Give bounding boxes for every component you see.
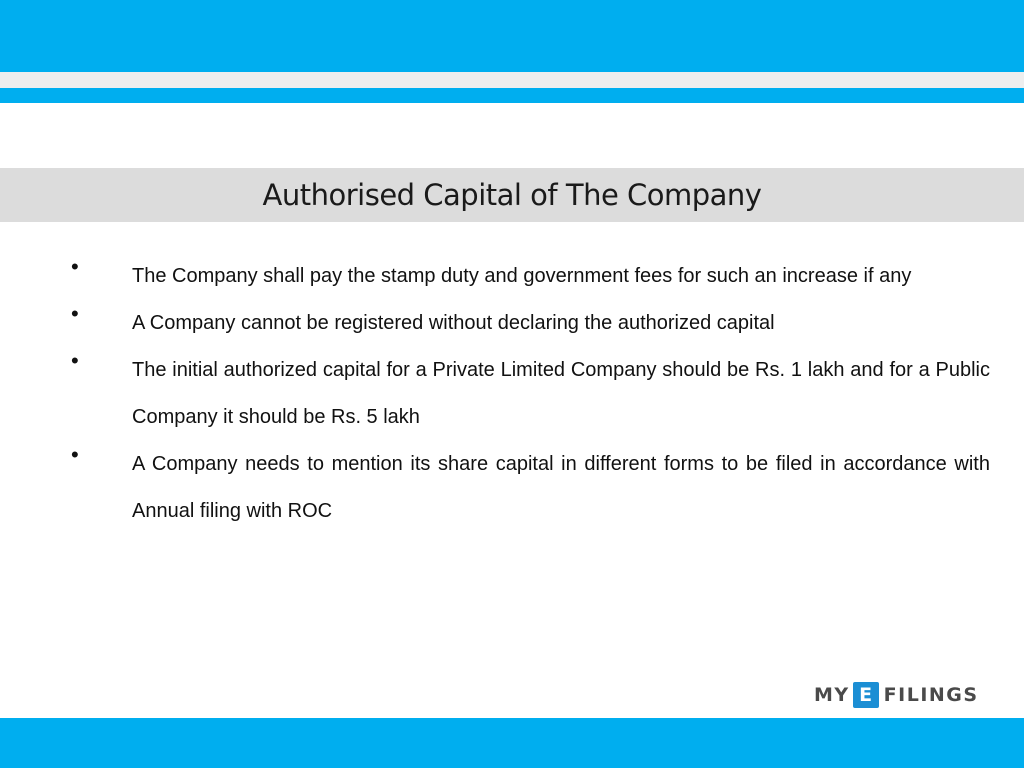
slide-title: [0, 168, 1024, 222]
logo-text-my: MY: [814, 684, 850, 706]
title-bar: [0, 168, 1024, 222]
myefilings-logo: [814, 680, 979, 710]
bullet-icon: •: [71, 348, 79, 373]
bullet-text: A Company cannot be registered without declaring the authorized capital: [132, 312, 775, 334]
bullet-icon: •: [71, 442, 79, 467]
list-item: [70, 441, 990, 535]
bullet-list: [70, 254, 990, 547]
top-thin-band: [0, 88, 1024, 103]
bullet-text: A Company needs to mention its share capital in different forms to be filed in accordance with Annual filing with ROC: [132, 453, 990, 522]
top-accent-band: [0, 0, 1024, 72]
bullet-text: The Company shall pay the stamp duty and government fees for such an increase if any: [132, 265, 912, 287]
slide-title-text: Authorised Capital of The Company: [262, 178, 762, 212]
bullet-icon: •: [71, 301, 79, 326]
bullet-text: The initial authorized capital for a Private Limited Company should be Rs. 1 lakh and for a Public Company it should be Rs. 5 lakh: [132, 359, 990, 428]
bottom-accent-band: [0, 718, 1024, 768]
logo-text-filings: FILINGS: [883, 684, 979, 706]
list-item: [70, 253, 990, 300]
logo-e-badge: E: [853, 682, 879, 708]
bullet-icon: •: [71, 254, 79, 279]
top-light-stripe: [0, 72, 1024, 88]
list-item: [70, 347, 990, 441]
list-item: [70, 300, 990, 347]
